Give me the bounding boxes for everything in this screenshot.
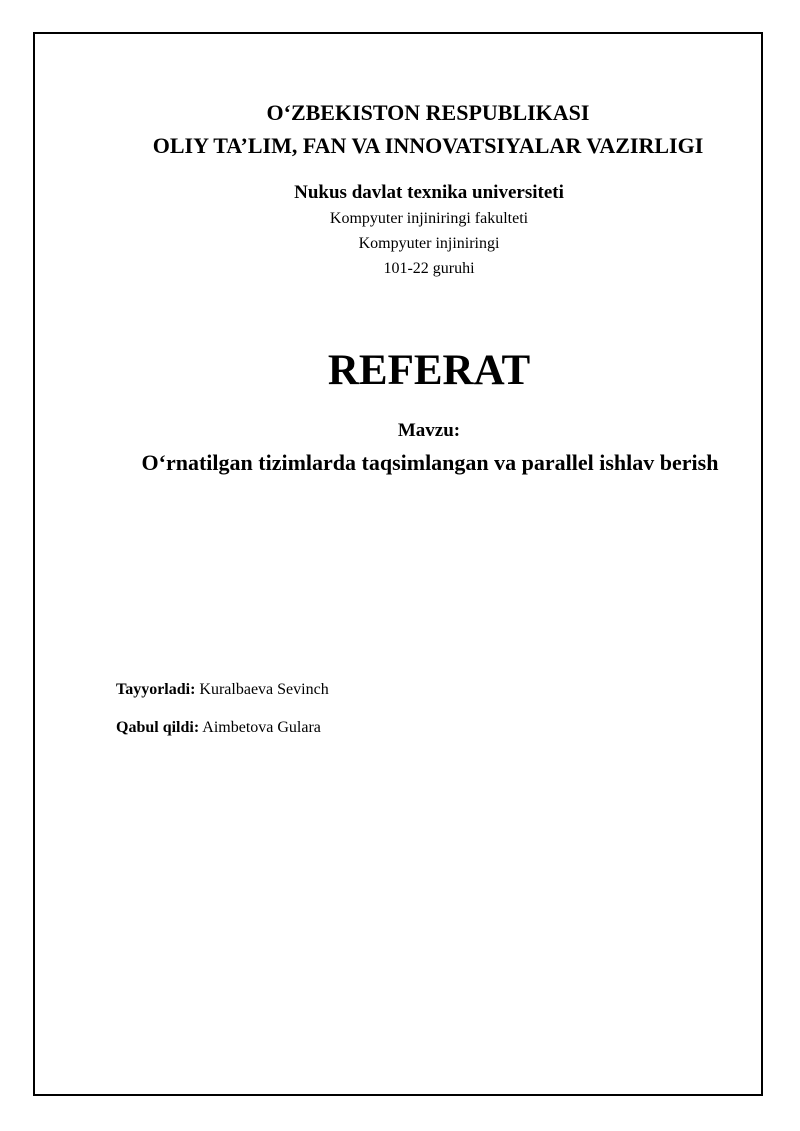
accepted-by-label: Qabul qildi: — [116, 719, 200, 736]
ministry-header — [0, 96, 800, 162]
faculty-name: Kompyuter injiniringi fakulteti — [329, 210, 529, 227]
country-title: O‘ZBEKISTON RESPUBLIKASI — [266, 100, 590, 125]
topic-label: Mavzu: — [397, 420, 461, 441]
prepared-by-name: Kuralbaeva Sevinch — [199, 681, 329, 698]
department-name: Kompyuter injiniringi — [358, 235, 500, 252]
topic-text: O‘rnatilgan tizimlarda taqsimlangan va parallel ishlav berish — [141, 450, 719, 475]
accepted-by-name: Aimbetova Gulara — [202, 719, 321, 736]
prepared-by — [116, 679, 329, 701]
prepared-by-label: Tayyorladi: — [116, 681, 196, 698]
university-name: Nukus davlat texnika universiteti — [294, 182, 564, 203]
accepted-by — [116, 717, 321, 739]
ministry-title: OLIY TA’LIM, FAN VA INNOVATSIYALAR VAZIRLIGI — [152, 133, 704, 158]
document-title: REFERAT — [327, 347, 531, 394]
group-name: 101-22 guruhi — [383, 260, 475, 277]
